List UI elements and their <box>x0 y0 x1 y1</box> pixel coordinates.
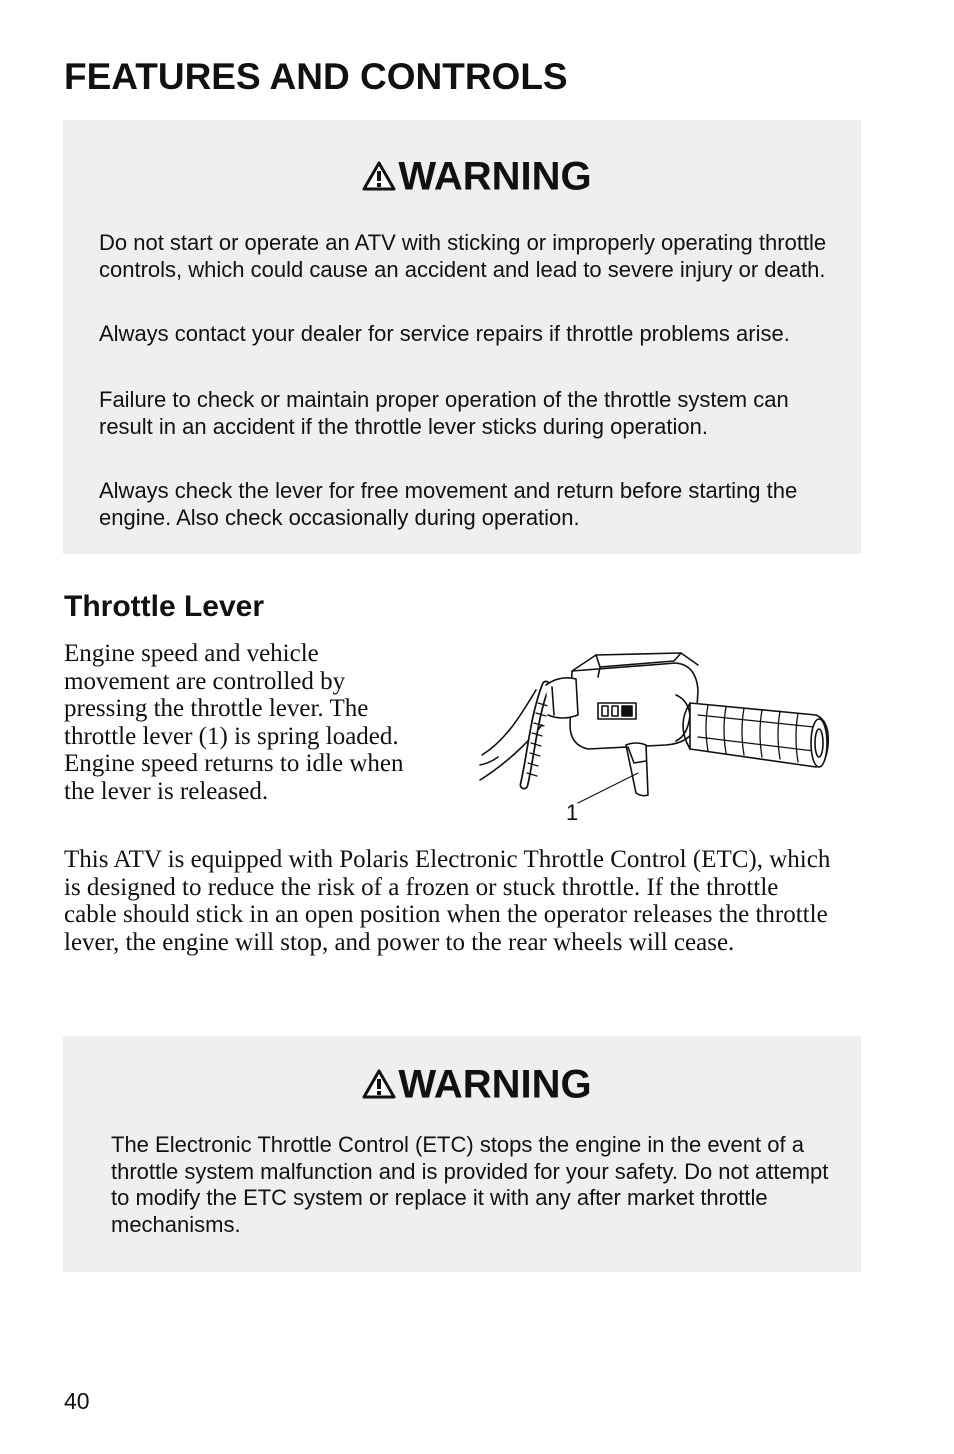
warning-label: WARNING <box>398 154 592 199</box>
page-title: FEATURES AND CONTROLS <box>64 56 568 97</box>
body-paragraph: Engine speed and vehicle movement are controlled by pressing the throttle lever. The throttle lever (1) is spring loaded. Engine speed returns to idle when the lever is released. <box>64 640 404 805</box>
body-paragraph <box>64 846 834 956</box>
warning-paragraph: Always check the lever for free movement and return before starting the engine. Also check occasionally during operation. <box>99 478 798 530</box>
warning-heading <box>0 154 954 198</box>
warning-paragraph: Always contact your dealer for service repairs if throttle problems arise. <box>99 321 790 346</box>
warning-triangle-icon <box>362 158 396 198</box>
warning-paragraph: Failure to check or maintain proper operation of the throttle system can result in an accident if the throttle lever sticks during operation. <box>99 387 789 439</box>
warning-heading <box>0 1062 954 1106</box>
figure-callout-label: 1 <box>566 800 579 825</box>
warning-paragraph: Do not start or operate an ATV with sticking or improperly operating throttle controls, which could cause an accident and lead to severe injury or death. <box>99 230 827 282</box>
warning-label: WARNING <box>398 1062 592 1107</box>
body-paragraph-text: This ATV is equipped with Polaris Electronic Throttle Control (ETC), which is designed to reduce the risk of a frozen or stuck throttle. If the throttle cable should stick in an open position when the operator releases the throttle lever, the engine will stop, and power to the rear wheels will cease. <box>64 846 831 956</box>
warning-paragraph: The Electronic Throttle Control (ETC) stops the engine in the event of a throttle system malfunction and is provided for your safety. Do not attempt to modify the ETC system or replace it with any after market throttle mechanisms. <box>111 1132 829 1237</box>
throttle-lever-illustration <box>476 645 836 840</box>
section-heading: Throttle Lever <box>64 590 265 623</box>
page-number: 40 <box>64 1388 90 1414</box>
warning-triangle-icon <box>362 1066 396 1106</box>
